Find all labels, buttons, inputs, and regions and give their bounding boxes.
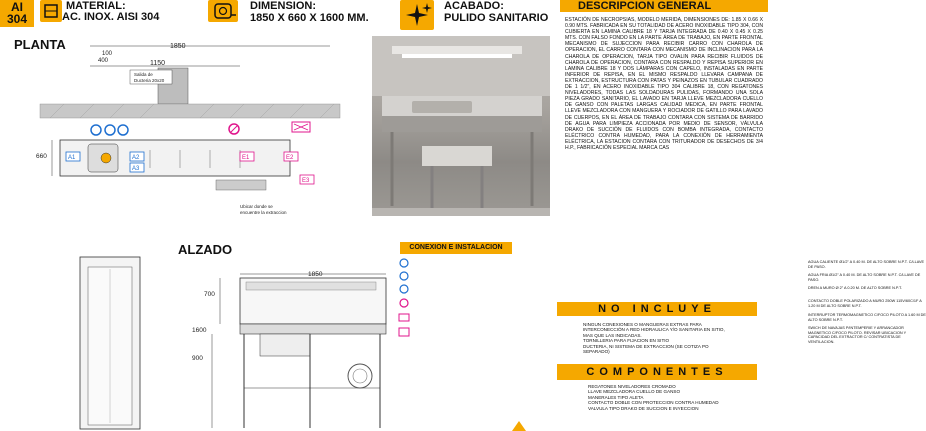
finish-label: ACABADO:	[444, 0, 504, 12]
list-item: CONTACTO DOBLE CON PROTECCION CONTRA HUMEDAD	[588, 400, 719, 406]
svg-text:Ducteria 20x20: Ducteria 20x20	[134, 78, 165, 83]
description-text: ESTACIÓN DE NECROPSIAS, MODELO MERIDA, DIMENSIONES DE: 1.85 X 0.66 X 0.90 MTS. FABRICADA EN SU TOTALIDAD DE ACERO INOXIDABLE TIPO 304, CON CUBIERTA EN LAMINA CALIBRE 18 Y TARJA INTEGRADA DE 0.40 X 0.45 X 0.25 MTS. CON FALSO FONDO EN LA PARTE ÁREA DE TRABAJO, EN PARTE FRONTAL MECANISMO DE SUJECCION PARA RECIBIR CARRO CON CHAROLA DE OPERACION, EL CARRO CONTARA CON MECANISMO DE INCLINACION PARA LA CHAROLA DE OPERACION, TARJA TIPO OVALIN PARA RECIBIR FLUIDOS DE CHAROLA DE OPERACION, CONTARA CON RESPALDO Y REPISA SUPERIOR EN LAMINA CALIBRE 18 Y DOS LÁMPARAS CON CAPELO, INSTALADAS EN PARTE INFERIOR DE REPISA, EN EL MISMO RESPALDO LLEVARA CAMPANA DE EXTRACCION, ESTRUCTURA CON PATAS Y PEINAZOS EN TUBULAR CUADRADO DE 1 1/2", EN ACERO INOXIDABLE TIPO 304 CALIBRE 18, CON REGATONES NIVELADORES, TODAS LAS SOLDADURAS PULIDAS, FORMANDO UNA SOLA PIEZA GRADO SANITARIO, EL LAVADO EN TARJA LLEVE MEZCLADORA CUELLO DE GANSO CON PALETAS LARGAS CALIDAD MEDICA, EN PARTE FRONTAL LLEVE MEZCLADORA CON MANGUERA Y ROCIADOR DE GATILLO PARA LAVADO DE CUERPOS, EN EL ÁREA DE TRABAJO CONTARA CON SISTEMA DE BARRIDO DE AGUA PARA LIMPIEZA ACCIONADA POR MEDIO DE SENSOR, VÁLVULA DRAKO DE SUCCIÓN DE FLUIDOS CON BOMBA INTEGRADA, CONTACTO ELÉCTRICO CONTRA HUMEDAD, PARA LA CONEXIÓN DE HERRAMIENTA ELÉCTRICA, LA ESTACION CONTARA CON TRITURADOR DE DESECHOS DE 3/4 H.P., FABRICACIÓN ESPECIAL MARCA CAS	[565, 17, 763, 151]
list-item: REGATONES NIVELADORES CROMADO	[588, 384, 676, 389]
description-title: DESCRIPCION GENERAL	[560, 0, 768, 12]
tag-e2: E2	[286, 155, 294, 161]
duct-label: Salida de	[134, 72, 153, 77]
tape-measure-icon	[208, 0, 238, 22]
warning-icon	[512, 421, 526, 431]
componentes-list	[588, 384, 728, 411]
alzado-drawing	[190, 268, 400, 431]
conexion-row: INTERRUPTOR TERMOMAGNETICO C/FOCO PILOTO A 1.60 M DE ALTO SOBRE N.P.T.	[808, 313, 926, 322]
dimension-label: DIMENSION:	[250, 0, 316, 12]
no-incluye-title: NO INCLUYE	[557, 302, 757, 316]
svg-text:encuentre la extraccion: encuentre la extraccion	[240, 210, 287, 215]
material-label: MATERIAL:	[66, 0, 126, 12]
conexion-row: DREN A MURO Ø 2" A 0.20 M. DE ALTO SOBRE N.P.T.	[808, 286, 902, 290]
no-incluye-list	[583, 322, 733, 354]
sparkle-icon	[400, 0, 434, 30]
product-code-badge: AI 304	[0, 0, 34, 27]
list-item: NINGUN CONEXIONES O MANGUERAS EXTRAS PARA INTERCONECCIÓN A RED HIDRAULICA Y/O SANITARIA EN SITIO, MAS QUE LAS INDICADAS.	[583, 322, 725, 338]
list-item: TORNILLERIA PARA FIJACION EN SITIO	[583, 338, 670, 344]
list-item: LLAVE MEZCLADORA CUELLO DE GANSO	[588, 389, 681, 395]
tag-a3: A3	[132, 166, 140, 172]
conexion-row: AGUA FRIA Ø1/2" A 0.40 M. DE ALTO SOBRE N.P.T. C/LLAVE DE PASO.	[808, 273, 921, 282]
dim-400: 400	[98, 58, 109, 64]
tag-a2: A2	[132, 155, 140, 161]
conexion-row: SWICH DE NAVAJAS P/INTEMPERIE Y ARRANCADOR MAGNETICO C/FOCO PILOTO. REVISAR UBICACION Y CAPACIDAD DEL EXTRACTOR C/ CONTRATISTA DE VENTILACION.	[808, 326, 907, 344]
planta-title: PLANTA	[14, 37, 66, 52]
conexion-title: CONEXION E INSTALACION	[400, 242, 512, 254]
tag-a1: A1	[68, 155, 76, 161]
planta-drawing	[30, 40, 360, 250]
hot-water-legend-icon	[400, 259, 408, 267]
extraction-note: Ubicar donde se	[240, 204, 273, 209]
conexion-row: AGUA CALIENTE Ø1/2" A 0.40 M. DE ALTO SOBRE N.P.T. C/LLAVE DE PASO.	[808, 260, 925, 269]
dim-1850: 1850	[170, 43, 186, 50]
list-item: MANERALES TIPO ALETA	[588, 394, 644, 400]
dim-100: 100	[102, 51, 113, 57]
alzado-title: ALZADO	[178, 242, 233, 257]
material-icon	[40, 0, 62, 22]
cold-water-legend-icon	[400, 272, 408, 280]
knife-switch-legend-icon	[399, 328, 409, 336]
dimension-value: 1850 X 660 X 1600 MM.	[250, 12, 369, 24]
dim-alzado-1850: 1850	[308, 271, 323, 278]
tag-e1: E1	[242, 155, 250, 161]
dim-900: 900	[192, 355, 203, 362]
cold-water-icon	[105, 125, 115, 135]
breaker-legend-icon	[399, 314, 409, 321]
legend-icons	[398, 258, 410, 350]
list-item: VALVULA TIPO DRAKO DE SUCCION E INYECCION	[588, 405, 699, 411]
drain-icon	[118, 125, 128, 135]
tag-e3: E3	[302, 178, 310, 184]
dim-660: 660	[36, 153, 47, 160]
material-value: AC. INOX. AISI 304	[62, 11, 160, 23]
product-photo	[372, 36, 550, 216]
cart-drawing	[78, 255, 144, 431]
drain-legend-icon	[400, 285, 408, 293]
outlet-legend-icon	[400, 299, 408, 307]
hot-water-icon	[91, 125, 101, 135]
componentes-title: COMPONENTES	[557, 364, 757, 380]
dim-1150: 1150	[150, 60, 166, 67]
finish-value: PULIDO SANITARIO	[444, 12, 549, 24]
dim-700: 700	[204, 291, 215, 298]
conexion-row: CONTACTO DOBLE POLARIZADO A MURO 250W 115V/60C/1F A 1.20 M DE ALTO SOBRE N.P.T.	[808, 299, 922, 308]
list-item: DUCTERIA, NI SISTEMA DE EXTRACCION (SE COTIZA PO SEPARADO)	[583, 343, 709, 355]
dim-1600: 1600	[192, 327, 207, 334]
